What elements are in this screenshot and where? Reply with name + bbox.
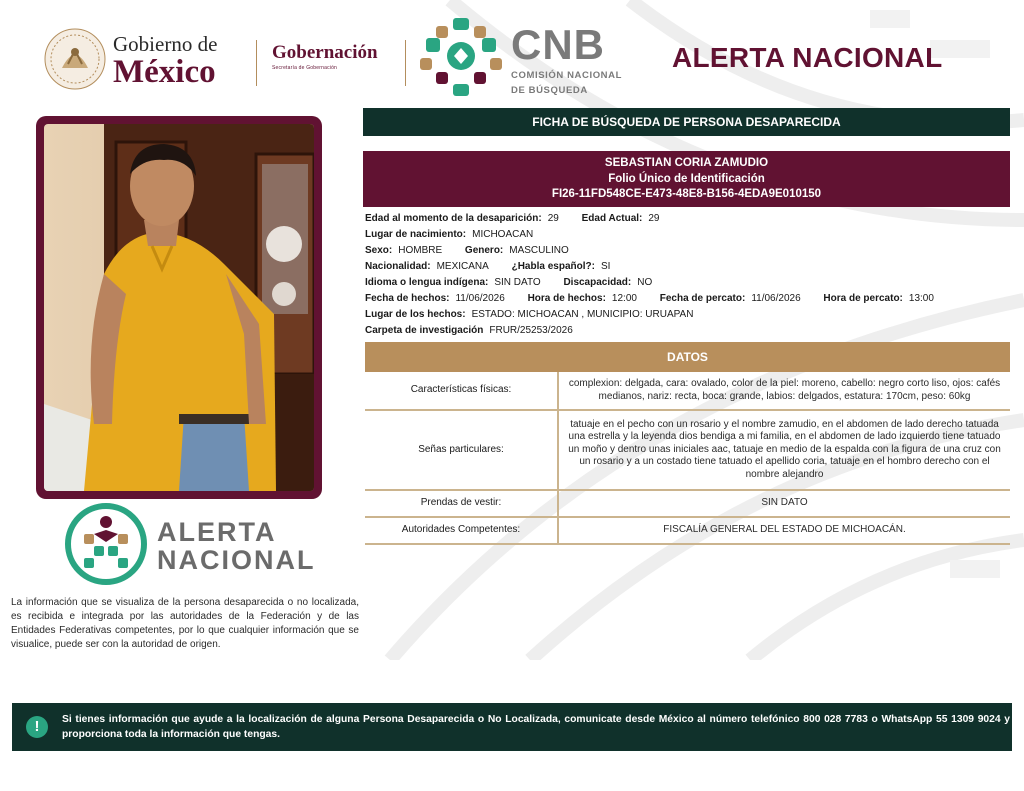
person-name: SEBASTIAN CORIA ZAMUDIO [604,157,769,169]
table-row [365,410,1010,490]
fecha-hechos-label: Fecha de hechos: [365,293,450,304]
header-divider [405,40,406,86]
datos-label: Características físicas: [365,372,558,410]
alert-icon: ! [26,716,48,738]
folio-label: Folio Único de Identificación [608,172,765,185]
cnb-logo-icon [420,18,502,98]
edad-actual-label: Edad Actual: [581,213,643,224]
person-name-box [363,151,1010,207]
datos-label: Prendas de vestir: [365,490,558,517]
info-row-sexo [365,243,1010,259]
genero-value: MASCULINO [509,245,569,256]
nacionalidad-value: MEXICANA [436,261,489,272]
cnb-line1: COMISIÓN NACIONAL [511,70,623,81]
edad-desaparicion-label: Edad al momento de la desaparición: [365,213,542,224]
alerta-word: ALERTA [157,517,277,547]
idioma-label: Idioma o lengua indígena: [365,277,489,288]
alerta-nacional-title: ALERTA NACIONAL [672,42,943,73]
gobierno-de-text: Gobierno de [113,32,218,56]
sexo-value: HOMBRE [398,245,443,256]
info-row-carpeta [365,323,1010,339]
datos-value: tatuaje en el pecho con un rosario y el nombre zamudio, en el abdomen de lado derecho tatuada una estrella y la leyenda dios bendiga a mi familia, en el abdomen de lado izquierdo tiene tatuado un moño y dentro unas iniciales aac, tatuaje en medio de la espalda con la figura de una cruz con un rosario y a un costado tiene tatuado el apellido coria, tatuaje en el hombro derecho con el nombre alejandro [558,410,1010,490]
table-row [365,490,1010,517]
nacionalidad-label: Nacionalidad: [365,261,431,272]
habla-espanol-value: SI [600,261,611,272]
footer-text: Si tienes información que ayude a la localización de alguna Persona Desaparecida o No Localizada, comunicate desde México al número telefónico 800 028 7783 o WhatsApp 55 1309 9024 y proporciona toda la información que tengas. [62,714,1010,740]
person-info [365,211,1010,339]
folio-value: FI26-11FD548CE-E473-48E8-B156-4EDA9E010150 [551,188,822,200]
table-row [365,517,1010,544]
datos-header: DATOS [365,342,1010,372]
page-header [0,0,1024,100]
datos-value: SIN DATO [558,490,1010,517]
carpeta-label: Carpeta de investigación [365,325,484,336]
lugar-nacimiento-label: Lugar de nacimiento: [365,229,467,240]
info-row-nacionalidad [365,259,1010,275]
mexico-seal-icon [44,28,106,90]
mexico-text: México [113,54,216,90]
hora-hechos-value: 12:00 [611,293,637,304]
lugar-hechos-value: ESTADO: MICHOACAN , MUNICIPIO: URUAPAN [471,309,694,320]
genero-label: Genero: [464,245,504,256]
hora-percato-label: Hora de percato: [823,293,903,304]
datos-label: Autoridades Competentes: [365,517,558,544]
hora-hechos-label: Hora de hechos: [527,293,606,304]
table-row [365,372,1010,410]
info-row-lugar-hechos [365,307,1010,323]
gobernacion-subtext: Secretaría de Gobernación [272,65,338,71]
lugar-hechos-label: Lugar de los hechos: [365,309,466,320]
fecha-percato-value: 11/06/2026 [751,293,801,304]
gobernacion-logo [272,42,378,71]
info-row-nacimiento [365,227,1010,243]
habla-espanol-label: ¿Habla español?: [511,261,595,272]
datos-value: FISCALÍA GENERAL DEL ESTADO DE MICHOACÁN. [558,517,1010,544]
info-row-edad [365,211,1010,227]
ficha-title-bar: FICHA DE BÚSQUEDA DE PERSONA DESAPARECIDA [363,108,1010,136]
carpeta-value: FRUR/25253/2026 [489,325,573,336]
info-row-idioma [365,275,1010,291]
datos-label: Señas particulares: [365,410,558,490]
sexo-label: Sexo: [365,245,393,256]
gobernacion-text: Gobernación [272,42,378,63]
alerta-nacional-wordmark [157,518,316,574]
cnb-text: CNB [511,21,605,68]
alerta-nacional-logo-icon [64,502,148,586]
person-photo-frame [36,116,322,499]
lugar-nacimiento-value: MICHOACAN [472,229,534,240]
contact-footer [12,703,1012,751]
person-photo [44,124,314,491]
edad-actual-value: 29 [648,213,660,224]
datos-table [365,372,1010,545]
info-row-fechas [365,291,1010,307]
disclaimer-text: La información que se visualiza de la persona desaparecida o no localizada, es recibida e integrada por las autoridades de la Federación y de las Entidades Federativas competentes, por lo que cualquier información que se visualice, puede ser con la autoridad de origen. [11,597,359,650]
discapacidad-value: NO [637,277,653,288]
header-divider [256,40,257,86]
fecha-hechos-value: 11/06/2026 [455,293,505,304]
datos-value: complexion: delgada, cara: ovalado, color de la piel: moreno, cabello: negro corto liso, ojos: cafés medianos, nariz: recta, boca: grande, labios: delgados, estatura: 170cm, peso: 60kg [558,372,1010,410]
hora-percato-value: 13:00 [908,293,934,304]
idioma-value: SIN DATO [494,277,541,288]
gobierno-de-mexico-logo [113,33,217,89]
cnb-line2: DE BÚSQUEDA [511,85,588,96]
nacional-word: NACIONAL [157,545,316,575]
discapacidad-label: Discapacidad: [563,277,632,288]
fecha-percato-label: Fecha de percato: [659,293,746,304]
cnb-wordmark [511,21,623,96]
edad-desaparicion-value: 29 [547,213,559,224]
